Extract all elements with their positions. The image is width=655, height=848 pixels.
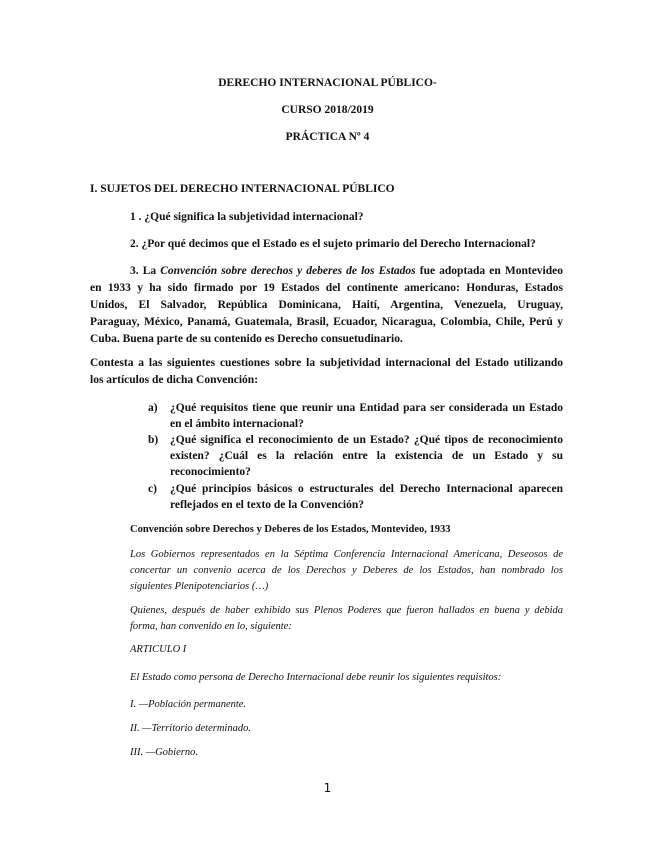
- convention-preamble: [130, 547, 563, 595]
- list-item-c-line-1: ¿Qué principios básicos o estructurales del Derecho Internacional aparecen: [170, 483, 563, 495]
- question-3: [90, 263, 563, 348]
- list-item-a-line-1: ¿Qué requisitos tiene que reunir una Entidad para ser considerada un Estado: [170, 402, 563, 414]
- requirement-2: II. —Territorio determinado.: [130, 723, 251, 734]
- instructions-line-1: Contesta a las siguientes cuestiones sobre la subjetividad internacional del Estado utilizando: [90, 357, 563, 369]
- agreement-line-1: Quienes, después de haber exhibido sus Plenos Poderes que fueron hallados en buena y debida: [130, 605, 563, 616]
- list-item-b-line-2: existen? ¿Cuál es la relación entre la existencia de un Estado y su: [170, 450, 563, 462]
- instructions-line-2: los artículos de dicha Convención:: [90, 374, 259, 386]
- preamble-line-2: concertar un convenio acerca de los Derechos y Deberes de los Estados, han nombrado los: [130, 565, 563, 576]
- list-item-a-line-2: en el ámbito internacional?: [170, 418, 304, 430]
- course-title: DERECHO INTERNACIONAL PÚBLICO-: [218, 77, 437, 89]
- page-number: 1: [323, 781, 332, 795]
- list-label-c: c): [148, 483, 157, 495]
- convention-title: Convención sobre Derechos y Deberes de los Estados, Montevideo, 1933: [130, 524, 451, 535]
- article-heading: ARTICULO I: [130, 644, 187, 655]
- question-3-line-1-rest: fue adoptada en Montevideo: [415, 265, 563, 277]
- convention-name: Convención sobre derechos y deberes de los Estados: [160, 265, 416, 277]
- preamble-line-1: Los Gobiernos representados en la Séptima Conferencia Internacional Americana, Deseosos de: [130, 549, 563, 560]
- question-3-line-4: Paraguay, México, Panamá, Guatemala, Brasil, Ecuador, Nicaragua, Colombia, Chile, Perú y: [90, 316, 563, 328]
- section-heading: I. SUJETOS DEL DERECHO INTERNACIONAL PÚBLICO: [90, 183, 395, 195]
- agreement-line-2: forma, han convenido en lo, siguiente:: [130, 621, 292, 632]
- article-text: El Estado como persona de Derecho Internacional debe reunir los siguientes requisitos:: [130, 672, 502, 683]
- list-item-b-line-1: ¿Qué significa el reconocimiento de un Estado? ¿Qué tipos de reconocimiento: [170, 434, 563, 446]
- question-3-line-3: Unidos, El Salvador, República Dominicana, Haití, Argentina, Venezuela, Uruguay,: [90, 299, 563, 311]
- question-2: 2. ¿Por qué decimos que el Estado es el sujeto primario del Derecho Internacional?: [130, 238, 536, 250]
- instructions: [90, 355, 563, 389]
- question-3-prefix: 3. La: [130, 265, 161, 277]
- question-1: 1 . ¿Qué significa la subjetividad internacional?: [130, 211, 364, 223]
- list-label-a: a): [148, 402, 158, 414]
- question-3-line-2: en 1933 y ha sido firmado por 19 Estados del continente americano: Honduras, Estados: [90, 282, 563, 294]
- practice-number: PRÁCTICA Nº 4: [285, 131, 370, 143]
- question-3-line-5: Cuba. Buena parte de su contenido es Derecho consuetudinario.: [90, 333, 403, 345]
- course-year: CURSO 2018/2019: [281, 104, 374, 116]
- list-item-c-line-2: reflejados en el texto de la Convención?: [170, 499, 364, 511]
- list-item-b-line-3: reconocimiento?: [170, 466, 251, 478]
- list-label-b: b): [148, 434, 159, 446]
- convention-agreement: [130, 603, 563, 635]
- question-3-line-1: [90, 263, 563, 280]
- preamble-line-3: siguientes Plenipotenciarios (…): [130, 581, 269, 592]
- requirement-3: III. —Gobierno.: [130, 747, 198, 758]
- requirement-1: I. —Población permanente.: [130, 699, 247, 710]
